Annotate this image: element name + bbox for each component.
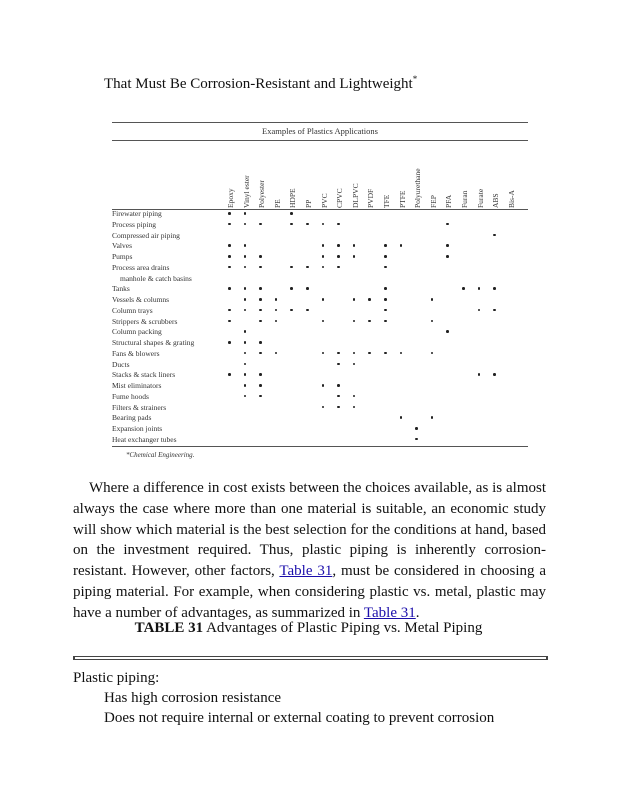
column-header — [473, 138, 485, 208]
list-item: Does not require internal or external coating to prevent corrosion — [104, 710, 495, 726]
column-header — [410, 138, 422, 208]
application-mark — [244, 244, 247, 247]
application-mark — [259, 395, 262, 398]
application-mark — [244, 287, 247, 290]
column-header-label: Vinyl ester — [241, 175, 251, 208]
row-label: Structural shapes & grating — [112, 338, 195, 347]
column-header — [254, 138, 266, 208]
application-mark — [353, 255, 356, 258]
application-mark — [244, 223, 247, 226]
application-mark — [337, 223, 340, 226]
row-label: Column trays — [112, 305, 153, 315]
row-label: Strippers & scrubbers — [112, 316, 178, 326]
application-mark — [259, 384, 262, 387]
row-label: Process area drains — [112, 262, 170, 272]
column-header — [457, 138, 469, 208]
application-mark — [431, 352, 434, 355]
application-mark — [290, 223, 293, 226]
application-mark — [275, 320, 278, 323]
application-mark — [337, 244, 340, 247]
application-mark — [337, 255, 340, 258]
column-header-label: CPVC — [335, 188, 345, 208]
application-mark — [228, 266, 231, 269]
row-label: Compressed air piping — [112, 230, 180, 240]
application-mark — [431, 320, 434, 323]
application-mark — [337, 395, 340, 398]
column-header — [223, 138, 235, 208]
application-mark — [259, 287, 262, 290]
application-mark — [259, 298, 262, 301]
application-mark — [368, 298, 371, 301]
row-label: Stacks & stack liners — [112, 370, 176, 380]
table-label: TABLE 31 — [134, 620, 204, 636]
column-header-label: PTFE — [397, 190, 407, 208]
figure-top-rule — [112, 122, 528, 123]
application-mark — [337, 352, 340, 355]
application-mark — [259, 373, 262, 376]
application-mark — [493, 373, 496, 376]
application-mark — [290, 287, 293, 290]
application-mark — [306, 287, 309, 290]
application-mark — [384, 287, 387, 290]
row-label: Bearing pads — [112, 413, 152, 423]
table-title: Advantages of Plastic Piping vs. Metal Piping — [203, 620, 483, 636]
figure-title: Examples of Plastics Applications — [262, 126, 378, 136]
application-mark — [337, 384, 340, 387]
application-mark — [337, 406, 340, 409]
application-mark — [322, 352, 325, 355]
application-mark — [259, 320, 262, 323]
column-header — [426, 138, 438, 208]
application-mark — [228, 212, 231, 215]
row-label: manhole & catch basins — [120, 273, 192, 283]
application-mark — [244, 309, 247, 312]
application-mark — [446, 255, 449, 258]
application-mark — [415, 438, 418, 441]
row-label: Process piping — [112, 219, 156, 229]
application-mark — [306, 309, 309, 312]
application-mark — [244, 255, 247, 258]
application-mark — [431, 416, 434, 419]
application-mark — [228, 341, 231, 344]
row-label: Tanks — [112, 284, 130, 294]
column-header-label: Furate — [475, 188, 485, 208]
application-mark — [275, 309, 278, 312]
column-header — [395, 138, 407, 208]
column-header-label: DLPVC — [350, 183, 360, 208]
column-header-label: ABS — [491, 193, 501, 208]
application-mark — [353, 352, 356, 355]
header-rule — [112, 209, 528, 210]
row-label: Mist eliminators — [112, 381, 162, 390]
row-label: Pumps — [112, 252, 133, 261]
column-header-label: Polyurethane — [413, 168, 423, 208]
row-label: Fans & blowers — [112, 348, 160, 358]
application-mark — [290, 266, 293, 269]
application-mark — [493, 287, 496, 290]
application-mark — [384, 298, 387, 301]
row-label: Fume hoods — [112, 391, 149, 401]
application-mark — [478, 287, 481, 290]
application-mark — [290, 212, 293, 215]
column-header-label: PE — [272, 199, 282, 208]
application-mark — [478, 309, 481, 312]
figure-bottom-rule — [112, 446, 528, 447]
application-mark — [244, 384, 247, 387]
list-item: Has high corrosion resistance — [104, 690, 282, 706]
table-31-link[interactable]: Table 31 — [363, 604, 416, 621]
application-mark — [384, 244, 387, 247]
column-header-label: PVDF — [366, 188, 376, 208]
application-mark — [228, 320, 231, 323]
application-mark — [259, 255, 262, 258]
application-mark — [244, 341, 247, 344]
application-mark — [384, 255, 387, 258]
paragraph-text-1: Where a difference in cost exists between the choices available, as is almost always the case where more than one material is suitable, an economic study will show which material is the best selection for the conditions at hand, based on the investment required. Thus, plastic piping is inherently corrosion-resistant. However, other factors, — [73, 480, 546, 580]
application-mark — [306, 223, 309, 226]
application-mark — [259, 266, 262, 269]
row-label: Ducts — [112, 359, 130, 369]
application-mark — [322, 320, 325, 323]
application-mark — [353, 395, 356, 398]
column-header — [379, 138, 391, 208]
application-mark — [337, 363, 340, 366]
column-header — [317, 138, 329, 208]
application-mark — [228, 309, 231, 312]
application-mark — [228, 373, 231, 376]
application-mark — [462, 287, 465, 290]
row-label: Heat exchanger tubes — [112, 434, 177, 444]
application-mark — [259, 352, 262, 355]
application-mark — [384, 320, 387, 323]
column-header-label: PFA — [444, 194, 454, 208]
application-mark — [446, 244, 449, 247]
row-label: Firewater piping — [112, 209, 162, 218]
application-mark — [415, 427, 418, 430]
application-mark — [244, 212, 247, 215]
column-header — [348, 138, 360, 208]
paragraph-text-2: , must be considered in choosing a piping material. For example, when considering plastic vs. metal, plastic may have a number of advantages, as summarized in — [73, 563, 546, 621]
application-mark — [322, 223, 325, 226]
column-header — [270, 138, 282, 208]
application-mark — [244, 298, 247, 301]
application-mark — [244, 363, 247, 366]
application-mark — [244, 330, 247, 333]
application-mark — [400, 244, 403, 247]
plastics-applications-figure — [112, 120, 528, 465]
application-mark — [384, 352, 387, 355]
row-label: Vessels & columns — [112, 295, 170, 304]
application-mark — [228, 255, 231, 258]
application-mark — [322, 266, 325, 269]
column-header — [363, 138, 375, 208]
application-mark — [400, 416, 403, 419]
column-header-label: Epoxy — [226, 188, 235, 208]
application-mark — [478, 373, 481, 376]
application-mark — [228, 223, 231, 226]
row-label: Column packing — [112, 327, 162, 337]
application-mark — [353, 363, 356, 366]
application-mark — [353, 244, 356, 247]
application-mark — [244, 266, 247, 269]
application-mark — [353, 320, 356, 323]
table-top-rule — [73, 656, 548, 660]
application-mark — [384, 266, 387, 269]
application-mark — [259, 309, 262, 312]
column-header-label: PP — [304, 199, 313, 208]
application-mark — [493, 234, 496, 237]
column-header-label: PVC — [319, 193, 329, 208]
column-headers — [112, 138, 528, 208]
column-header-label: FEP — [428, 195, 438, 208]
application-mark — [259, 341, 262, 344]
application-mark — [322, 406, 325, 409]
paragraph-text-3: . — [415, 604, 420, 621]
application-mark — [353, 406, 356, 409]
application-mark — [275, 352, 278, 355]
column-header-label: HDPE — [288, 188, 298, 208]
column-header — [301, 138, 313, 208]
application-mark — [322, 255, 325, 258]
application-mark — [400, 352, 403, 355]
application-mark — [384, 309, 387, 312]
figure-caption — [104, 74, 417, 93]
application-mark — [322, 298, 325, 301]
footnote-marker: * — [412, 74, 418, 84]
column-header — [239, 138, 251, 208]
application-mark — [368, 352, 371, 355]
application-mark — [322, 244, 325, 247]
column-header — [441, 138, 453, 208]
application-mark — [306, 266, 309, 269]
application-mark — [228, 287, 231, 290]
column-header-label: Polyester — [257, 180, 267, 208]
application-mark — [244, 395, 247, 398]
application-mark — [244, 352, 247, 355]
application-mark — [337, 266, 340, 269]
list-heading: Plastic piping: — [73, 670, 160, 686]
application-mark — [446, 223, 449, 226]
row-label: Filters & strainers — [112, 402, 167, 412]
column-header-label: Furan — [460, 190, 469, 208]
figure-note: *Chemical Engineering. — [126, 451, 195, 459]
application-mark — [228, 244, 231, 247]
application-mark — [446, 330, 449, 333]
application-mark — [244, 373, 247, 376]
application-mark — [290, 309, 293, 312]
application-mark — [431, 298, 434, 301]
column-header-label: Bis-A — [506, 190, 516, 208]
table-31-link[interactable]: Table 31 — [279, 563, 333, 580]
figure-caption-text: That Must Be Corrosion-Resistant and Lightweight — [104, 76, 413, 92]
application-mark — [353, 298, 356, 301]
row-label: Expansion joints — [112, 424, 163, 433]
body-paragraph — [73, 478, 546, 624]
application-mark — [275, 298, 278, 301]
column-header — [504, 138, 516, 208]
column-header — [332, 138, 344, 208]
application-mark — [259, 223, 262, 226]
application-mark — [493, 309, 496, 312]
row-label: Valves — [112, 241, 132, 251]
column-header — [285, 138, 297, 208]
table-caption — [0, 620, 617, 637]
column-header — [488, 138, 500, 208]
application-mark — [322, 384, 325, 387]
column-header-label: TFE — [382, 194, 391, 208]
application-mark — [368, 320, 371, 323]
